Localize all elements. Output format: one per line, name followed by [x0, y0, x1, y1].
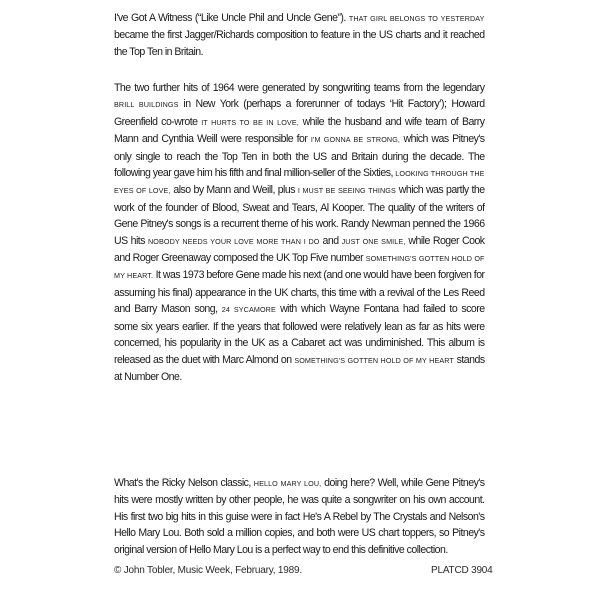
song-title: THAT GIRL BELONGS TO YESTERDAY [348, 14, 485, 23]
song-title: 24 SYCAMORE [221, 305, 276, 315]
text-run: while Roger Cook and Roger Greenaway composed the UK Top Five number [114, 234, 485, 265]
text-run: doing here? Well, while Gene Pitney's hits were mostly written by other people, he was quite a songwriter on his own account. His first two big hits in this guise were in fact He's A Rebel by The Crystals and Nelson's Hello Mary Lou. Both sold a million copies, and both were US chart toppers, so Pitney's original version of Hello Mary Lou is a perfect way to end this definitive collection. [114, 477, 485, 556]
text-run: in New York (perhaps a forerunner of todays ‘Hit Factory’); Howard Greenfield co-wrote [114, 98, 485, 128]
paragraph-3 [114, 475, 485, 558]
paragraph-1 [114, 10, 485, 60]
text-run: while the husband and wife team of Barry Mann and Cynthia Weill were responsible for [114, 115, 485, 146]
paragraph-2 [114, 80, 485, 385]
text-run: It was 1973 before Gene made his next (and one would have been forgiven for assuming his final) appearance in the UK charts, this time with a revival of the Les Reed and Barry Mason song, [114, 269, 485, 316]
song-title: NOBODY NEEDS YOUR LOVE MORE THAN I DO [147, 236, 320, 246]
text-run: What's the Ricky Nelson classic, [114, 477, 251, 489]
song-title: I'M GONNA BE STRONG, [310, 135, 400, 145]
place-name: BRILL BUILDINGS [114, 100, 179, 110]
catalog-number: PLATCD 3904 [431, 565, 493, 576]
song-title: IT HURTS TO BE IN LOVE, [201, 117, 299, 127]
text-run: became the first Jagger/Richards composition to feature in the US charts and it reached the Top Ten in Britain. [114, 29, 485, 58]
text-run: The two further hits of 1964 were generated by songwriting teams from the legendary [114, 82, 485, 94]
song-title: SOMETHING'S GOTTEN HOLD OF MY HEART. [114, 254, 485, 281]
text-run: which was Pitney's only single to reach the Top Ten in both the US and Britain during the decade. The following year gave him his fifth and final million-seller of the Sixties, [114, 133, 485, 180]
text-run: and [322, 234, 339, 247]
song-title: JUST ONE SMILE, [341, 236, 406, 246]
text-run: which was partly the work of the founder of Blood, Sweat and Tears, Al Kooper. The quality of the writers of Gene Pitney's songs is a recurrent theme of his work. Randy Newman penned the 1966 US hits [114, 184, 485, 247]
text-run: stands at Number One. [114, 353, 485, 383]
song-title: I MUST BE SEEING THINGS [297, 186, 396, 196]
text-run: with which Wayne Fontana had failed to score some six years earlier. If the years that followed were relatively lean as far as hits were concerned, his popularity in the UK as a Cabaret act was undiminished. This album is released as the duet with Marc Almond on [114, 303, 485, 366]
song-title: HELLO MARY LOU, [253, 479, 322, 488]
text-run: also by Mann and Weill, plus [173, 184, 295, 197]
song-title: LOOKING THROUGH THE EYES OF LOVE, [114, 169, 485, 196]
author-credit: © John Tobler, Music Week, February, 1989. [114, 565, 302, 576]
text-run: I've Got A Witness (“Like Uncle Phil and Uncle Gene”). [114, 12, 346, 24]
song-title: SOMETHING'S GOTTEN HOLD OF MY HEART [294, 355, 454, 365]
